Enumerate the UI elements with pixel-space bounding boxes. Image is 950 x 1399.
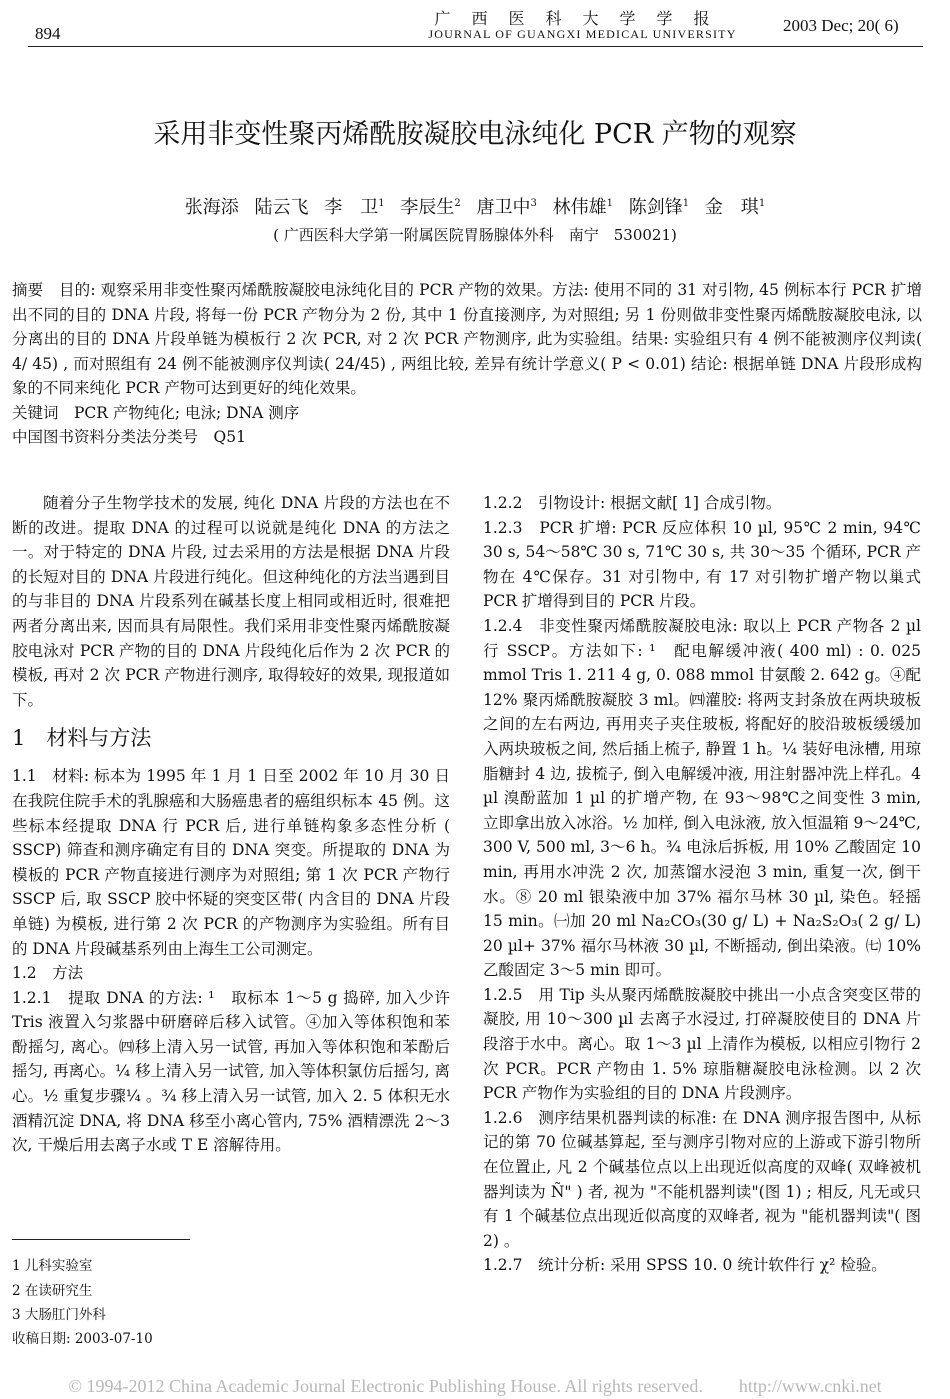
author: 李辰生$^2$ bbox=[400, 197, 461, 218]
author: 张海添 bbox=[184, 197, 239, 218]
paragraph-1-2-5: 1.2.5 用 Tip 头从聚丙烯酰胺凝胶中挑出一小点含突变区带的凝胶, 用 10～300 µl 去离子水浸过, 打碎凝胶使目的 DNA 片段溶于水中。离心。取 1～3 µl 上清作为模板, 以相应引物行 2 次 PCR。PCR 产物由 1. 5% 琼脂糖凝胶电泳检测。以 2 次 PCR 产物作为实验组的目的 DNA 片段测序。 bbox=[483, 985, 921, 1103]
received-date: 收稿日期: 2003-07-10 bbox=[12, 1331, 153, 1347]
footnote: 3 大肠肛门外科 bbox=[12, 1307, 106, 1323]
keywords: 关键词 PCR 产物纯化; 电泳; DNA 测序 bbox=[12, 403, 300, 422]
paragraph-1-2-7: 1.2.7 统计分析: 采用 SPSS 10. 0 统计软件行 χ² 检验。 bbox=[483, 1256, 887, 1275]
abstract bbox=[12, 278, 922, 449]
affiliation: ( 广西医科大学第一附属医院胃肠腺体外科 南宁 530021) bbox=[273, 226, 677, 244]
footnote: 1 儿科实验室 bbox=[12, 1258, 93, 1274]
classification-number: 中国图书资料分类法分类号 Q51 bbox=[12, 427, 246, 446]
author-list bbox=[0, 193, 950, 219]
article-title: 采用非变性聚丙烯酰胺凝胶电泳纯化 PCR 产物的观察 bbox=[153, 119, 797, 150]
page-number: 894 bbox=[35, 24, 61, 43]
author: 金 琪$^1$ bbox=[704, 197, 766, 218]
paragraph-1-2-6: 1.2.6 测序结果机器判读的标准: 在 DNA 测序报告图中, 从标记的第 70 位碱基算起, 至与测序引物对应的上游或下游引物所在位置止, 凡 2 个碱基位点以上出现近似高度的双峰( 双峰被机器判读为 Ñ" ) 者, 视为 "不能机器判读"(图 1) ; 相反, 凡无或只有 1 个碱基位点出现近似高度的双峰者, 视为 "能机器判读"( 图 2) 。 bbox=[483, 1108, 921, 1250]
author: 李 卫$^1$ bbox=[324, 197, 385, 218]
author: 陈剑锋$^1$ bbox=[628, 197, 690, 218]
footnote: 2 在读研究生 bbox=[12, 1283, 93, 1299]
footnote-rule bbox=[12, 1239, 190, 1240]
journal-title-cn: 广西医科大学学报 bbox=[434, 9, 731, 28]
paragraph-1-2-1: 1.2.1 提取 DNA 的方法: ¹ 取标本 1～5 g 捣碎, 加入少许 Tris 液置入匀浆器中研磨碎后移入试管。④加入等体积饱和苯酚摇匀, 离心。㈣移上清入另一试管, 再加入等体积饱和苯酚后摇匀, 再离心。¼ 移上清入另一试管, 加入等体积氯仿后摇匀, 离心。½ 重复步骤¼ 。¾ 移上清入另一试管, 加入 2. 5 体积无水酒精沉淀 DNA, 将 DNA 移至小离心管内, 75% 酒精漂洗 2～3 次, 干燥后用去离子水或 T E 溶解待用。 bbox=[12, 988, 450, 1155]
author: 林伟雄$^1$ bbox=[552, 197, 613, 218]
intro-paragraph: 随着分子生物学技术的发展, 纯化 DNA 片段的方法也在不断的改进。提取 DNA 的过程可以说就是纯化 DNA 的方法之一。对于特定的 DNA 片段, 过去采用的方法是根据 DNA 片段的长短对目的 DNA 片段进行纯化。但这种纯化的方法当遇到目的与非目的 DNA 片段系列在碱基长度上相同或相近时, 很难把两者分离出来, 因而具有局限性。我们采用非变性聚丙烯酰胺凝胶电泳对 PCR 产物的目的 DNA 片段纯化后作为 2 次 PCR 的模板, 再对 2 次 PCR 产物进行测序, 取得较好的效果, 现报道如下。 bbox=[12, 494, 450, 709]
paragraph-1-1: 1.1 材料: 标本为 1995 年 1 月 1 日至 2002 年 10 月 30 日在我院住院手术的乳腺癌和大肠癌患者的癌组织标本 45 例。这些标本经提取 DNA 行 PCR 后, 进行单链构象多态性分析 ( SSCP) 筛查和测序确定有目的 DNA 突变。所提取的 DNA 为模板的 PCR 产物直接进行测序为对照组; 第 1 次 PCR 产物行 SSCP 后, 取 SSCP 胶中怀疑的突变区带( 内含目的 DNA 片段单链) 为模板, 进行第 2 次 PCR 的产物测序为实验组。所有目的 DNA 片段碱基系列由上海生工公司测定。 bbox=[12, 767, 450, 958]
section-heading-methods: 1 材料与方法 bbox=[12, 726, 152, 751]
paragraph-1-2-3: 1.2.3 PCR 扩增: PCR 反应体积 10 µl, 95℃ 2 min, 94℃ 30 s, 54～58℃ 30 s, 71℃ 30 s, 共 30～35 个循环, PCR 产物在 4℃保存。31 对引物中, 有 17 对引物扩增产物以巢式 PCR 扩增得到目的 PCR 片段。 bbox=[483, 518, 921, 611]
copyright-watermark: © 1994-2012 China Academic Journal Electronic Publishing House. All rights reserved. http://www.cnki.net bbox=[68, 1376, 882, 1396]
header-rule bbox=[28, 46, 923, 47]
issue-info: 2003 Dec; 20( 6) bbox=[783, 16, 899, 35]
paragraph-1-2-4: 1.2.4 非变性聚丙烯酰胺凝胶电泳: 取以上 PCR 产物各 2 µl 行 SSCP。方法如下: ¹ 配电解缓冲液( 400 ml) : 0. 025 mmol Tris 1. 211 4 g, 0. 088 mmol 甘氨酸 2. 642 g。④配 12% 聚丙烯酰胺凝胶 3 ml。㈣灌胶: 将两支封条放在两块玻板之间的左右两边, 再用夹子夹住玻板, 将配好的胶沿玻板缓缓加入两块玻板之间, 然后插上梳子, 静置 1 h。¼ 装好电泳槽, 用琼脂糖封 4 边, 拔梳子, 倒入电解缓冲液, 用注射器冲洗上样孔。4 µl 溴酚蓝加 1 µl 的扩增产物, 在 93～98℃之间变性 3 min, 立即拿出放入冰浴。½ 加样, 倒入电泳液, 放入恒温箱 9～24℃, 300 V, 500 ml, 3～6 h。¾ 电泳后拆板, 用 10% 乙酸固定 10 min, 再用水冲洗 2 次, 加蒸馏水浸泡 3 min, 重复一次, 倒干水。⑧ 20 ml 银染液中加 37% 福尔马林 30 µl, 染色。轻摇 15 min。㈠加 20 ml Na₂CO₃(30 g/ L) + Na₂S₂O₃( 2 g/ L) 20 µl+ 37% 福尔马林液 30 µl, 不断摇动, 倒出染液。㈦ 10% 乙酸固定 3～5 min 即可。 bbox=[483, 616, 921, 980]
heading-1-2: 1.2 方法 bbox=[12, 964, 84, 983]
body-right-column bbox=[483, 491, 921, 1278]
abstract-text: 摘要 目的: 观察采用非变性聚丙烯酰胺凝胶电泳纯化目的 PCR 产物的效果。方法: 使用不同的 31 对引物, 45 例标本行 PCR 扩增出不同的目的 DNA 片段, 将每一份 PCR 产物分为 2 份, 其中 1 份直接测序, 为对照组; 另 1 份则做非变性聚丙烯酰胺凝胶电泳, 以分离出的目的 DNA 片段单链为模板行 2 次 PCR, 对 2 次 PCR 产物测序, 此为实验组。结果: 实验组只有 4 例不能被测序仪判读( 4/ 45) , 而对照组有 24 例不能被测序仪判读( 24/45) , 两组比较, 差异有统计学意义( P < 0.01) 结论: 根据单链 DNA 片段形成构象的不同来纯化 PCR 产物可达到更好的纯化效果。 bbox=[12, 281, 922, 397]
body-left-column bbox=[12, 491, 450, 1158]
paragraph-1-2-2: 1.2.2 引物设计: 根据文献[ 1] 合成引物。 bbox=[483, 494, 782, 512]
author: 陆云飞 bbox=[254, 197, 309, 218]
journal-title-en: JOURNAL OF GUANGXI MEDICAL UNIVERSITY bbox=[428, 27, 737, 41]
author: 唐卫中$^3$ bbox=[476, 197, 537, 218]
